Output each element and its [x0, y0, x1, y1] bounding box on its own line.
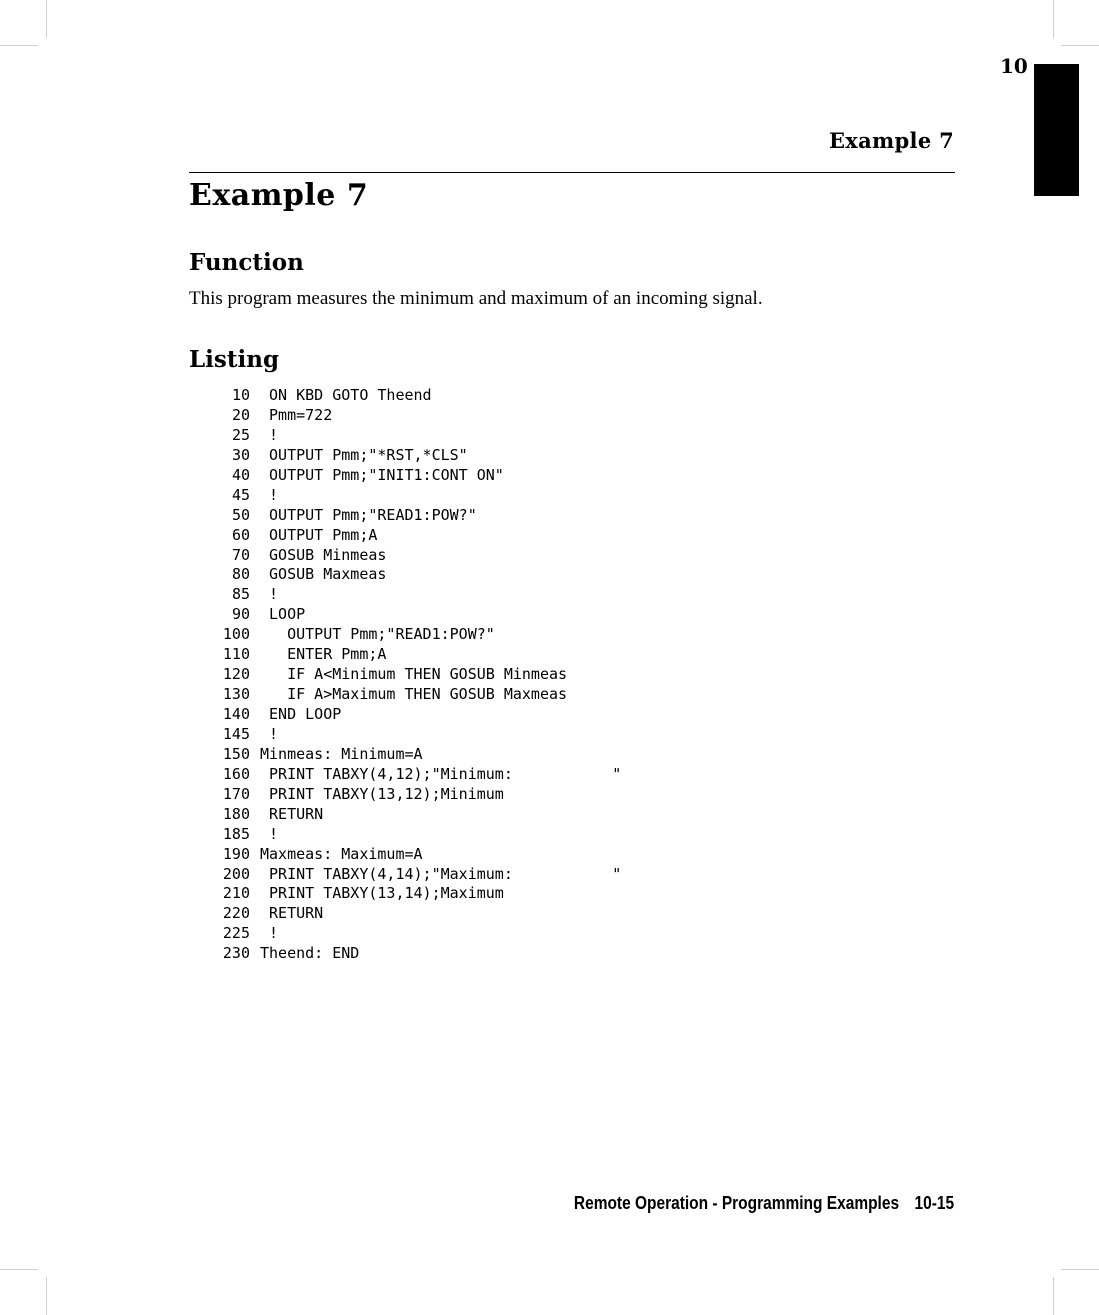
- line-number: 160: [222, 764, 250, 783]
- code-text: RETURN: [260, 904, 324, 923]
- code-text: OUTPUT Pmm;"*RST,*CLS": [260, 445, 468, 464]
- code-text: Minmeas: Minimum=A: [260, 744, 423, 763]
- code-text: END LOOP: [260, 705, 342, 723]
- code-line: [214, 745, 621, 765]
- code-line: [214, 585, 621, 605]
- code-line: [214, 924, 621, 944]
- line-number: 100: [222, 625, 250, 644]
- code-line: [214, 785, 621, 805]
- line-number: 10: [231, 386, 250, 404]
- code-listing: [214, 386, 621, 964]
- code-text: PRINT TABXY(4,12);"Minimum: ": [260, 764, 622, 783]
- code-line: [214, 625, 621, 645]
- line-number: 90: [231, 605, 250, 624]
- code-line: [214, 446, 621, 466]
- code-line: [214, 466, 621, 486]
- code-line: [214, 645, 621, 665]
- code-text: !: [260, 724, 279, 743]
- code-line: [214, 426, 621, 446]
- line-number: 170: [222, 784, 250, 803]
- crop-mark: [46, 0, 47, 38]
- code-line: [214, 546, 621, 566]
- code-line: [214, 825, 621, 845]
- line-number: 220: [222, 904, 250, 923]
- code-line: [214, 565, 621, 585]
- code-text: OUTPUT Pmm;"INIT1:CONT ON": [260, 465, 504, 484]
- line-number: 140: [222, 705, 250, 723]
- crop-mark: [1061, 45, 1099, 46]
- line-number: 200: [222, 864, 250, 883]
- page-title: Example 7: [189, 178, 369, 213]
- line-number: 210: [222, 884, 250, 903]
- chapter-thumb-tab: [1034, 64, 1079, 196]
- crop-mark: [1053, 1277, 1054, 1315]
- code-line: [214, 486, 621, 506]
- footer-section-title: Remote Operation - Programming Examples: [573, 1193, 899, 1213]
- line-number: 130: [222, 685, 250, 704]
- code-line: [214, 386, 621, 406]
- code-text: !: [260, 425, 279, 444]
- code-text: IF A>Maximum THEN GOSUB Maxmeas: [260, 685, 568, 704]
- code-text: Maxmeas: Maximum=A: [260, 844, 423, 863]
- line-number: 45: [231, 485, 250, 504]
- code-text: PRINT TABXY(13,12);Minimum: [260, 784, 504, 803]
- crop-mark: [0, 45, 38, 46]
- crop-mark: [1053, 0, 1054, 38]
- line-number: 185: [222, 824, 250, 843]
- crop-mark: [1061, 1269, 1099, 1270]
- code-line: [214, 884, 621, 904]
- code-text: !: [260, 824, 279, 843]
- line-number: 20: [231, 405, 250, 424]
- crop-mark: [46, 1277, 47, 1315]
- line-number: 120: [222, 665, 250, 684]
- function-description: This program measures the minimum and maximum of an incoming signal.: [189, 288, 763, 309]
- code-line: [214, 605, 621, 625]
- code-line: [214, 944, 621, 964]
- function-heading: Function: [189, 249, 304, 276]
- code-line: [214, 406, 621, 426]
- line-number: 110: [222, 645, 250, 664]
- code-line: [214, 725, 621, 745]
- line-number: 60: [231, 525, 250, 544]
- crop-mark: [0, 1269, 38, 1270]
- line-number: 85: [231, 585, 250, 604]
- code-text: !: [260, 485, 279, 504]
- code-line: [214, 765, 621, 785]
- code-line: [214, 506, 621, 526]
- page-number: 10-15: [914, 1193, 954, 1213]
- code-line: [214, 845, 621, 865]
- code-text: Theend: END: [260, 944, 360, 963]
- code-text: ENTER Pmm;A: [260, 645, 387, 664]
- line-number: 145: [222, 724, 250, 743]
- line-number: 230: [222, 944, 250, 963]
- code-text: ON KBD GOTO Theend: [260, 386, 432, 404]
- line-number: 70: [231, 545, 250, 564]
- line-number: 80: [231, 565, 250, 584]
- listing-heading: Listing: [189, 346, 280, 373]
- line-number: 225: [222, 924, 250, 943]
- code-text: GOSUB Maxmeas: [260, 565, 387, 584]
- code-text: IF A<Minimum THEN GOSUB Minmeas: [260, 665, 568, 684]
- code-text: PRINT TABXY(13,14);Maximum: [260, 884, 504, 903]
- code-text: OUTPUT Pmm;"READ1:POW?": [260, 625, 495, 644]
- code-line: [214, 865, 621, 885]
- code-text: LOOP: [260, 605, 306, 624]
- code-text: Pmm=722: [260, 405, 333, 424]
- code-line: [214, 904, 621, 924]
- line-number: 150: [222, 744, 250, 763]
- line-number: 50: [231, 505, 250, 524]
- line-number: 180: [222, 804, 250, 823]
- code-text: OUTPUT Pmm;"READ1:POW?": [260, 505, 477, 524]
- code-text: !: [260, 585, 279, 604]
- header-rule: [189, 172, 955, 173]
- code-text: GOSUB Minmeas: [260, 545, 387, 564]
- code-text: OUTPUT Pmm;A: [260, 525, 378, 544]
- running-head: Example 7: [829, 128, 954, 153]
- code-text: PRINT TABXY(4,14);"Maximum: ": [260, 864, 622, 883]
- line-number: 190: [222, 844, 250, 863]
- line-number: 25: [231, 425, 250, 444]
- line-number: 40: [231, 465, 250, 484]
- code-text: RETURN: [260, 804, 324, 823]
- code-line: [214, 705, 621, 725]
- code-line: [214, 665, 621, 685]
- code-line: [214, 685, 621, 705]
- chapter-number: 10: [1000, 54, 1028, 78]
- code-line: [214, 805, 621, 825]
- page-footer: [574, 1193, 954, 1214]
- code-text: !: [260, 924, 279, 943]
- code-line: [214, 526, 621, 546]
- line-number: 30: [231, 445, 250, 464]
